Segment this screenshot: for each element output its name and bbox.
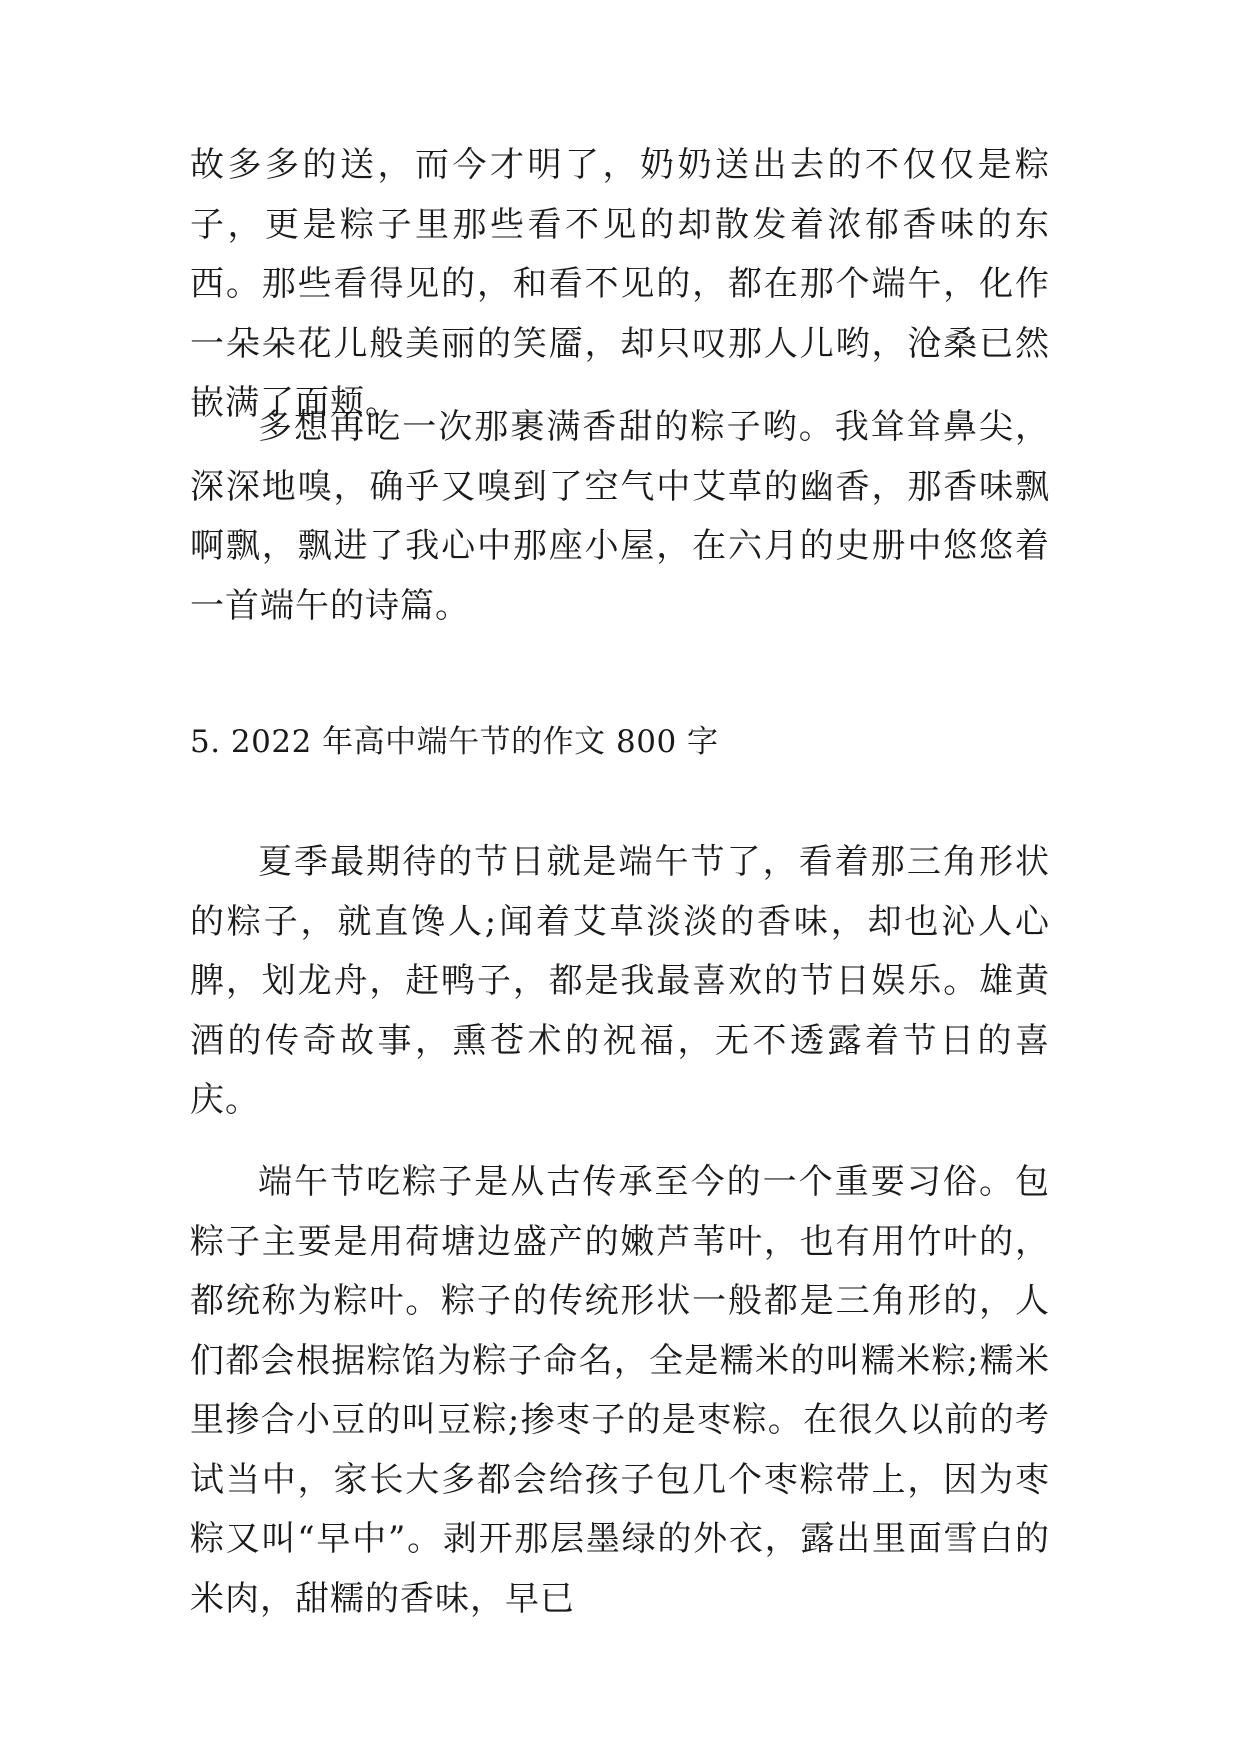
paragraph-1: 故多多的送，而今才明了，奶奶送出去的不仅仅是粽子，更是粽子里那些看不见的却散发着浓郁香味的东西。那些看得见的，和看不见的，都在那个端午，化作一朵朵花儿般美丽的笑靥，却只叹那人儿哟，沧桑已然嵌满了面颊。 [190, 145, 1050, 423]
paragraph-3: 夏季最期待的节日就是端午节了，看着那三角形状的粽子，就直馋人;闻着艾草淡淡的香味，却也沁人心脾，划龙舟，赶鸭子，都是我最喜欢的节日娱乐。雄黄酒的传奇故事，熏苍术的祝福，无不透露着节日的喜庆。 [190, 842, 1050, 1120]
section-heading: 5. 2022 年高中端午节的作文 800 字 [190, 724, 719, 760]
paragraph-4: 端午节吃粽子是从古传承至今的一个重要习俗。包粽子主要是用荷塘边盛产的嫩芦苇叶，也有用竹叶的，都统称为粽叶。粽子的传统形状一般都是三角形的，人们都会根据粽馅为粽子命名，全是糯米的叫糯米粽;糯米里掺合小豆的叫豆粽;掺枣子的是枣粽。在很久以前的考试当中，家长大多都会给孩子包几个枣粽带上，因为枣粽又叫“早中”。剥开那层墨绿的外衣，露出里面雪白的米肉，甜糯的香味，早已 [190, 1162, 1050, 1619]
paragraph-2: 多想再吃一次那裹满香甜的粽子哟。我耸耸鼻尖，深深地嗅，确乎又嗅到了空气中艾草的幽香，那香味飘啊飘，飘进了我心中那座小屋，在六月的史册中悠悠着一首端午的诗篇。 [190, 407, 1050, 626]
